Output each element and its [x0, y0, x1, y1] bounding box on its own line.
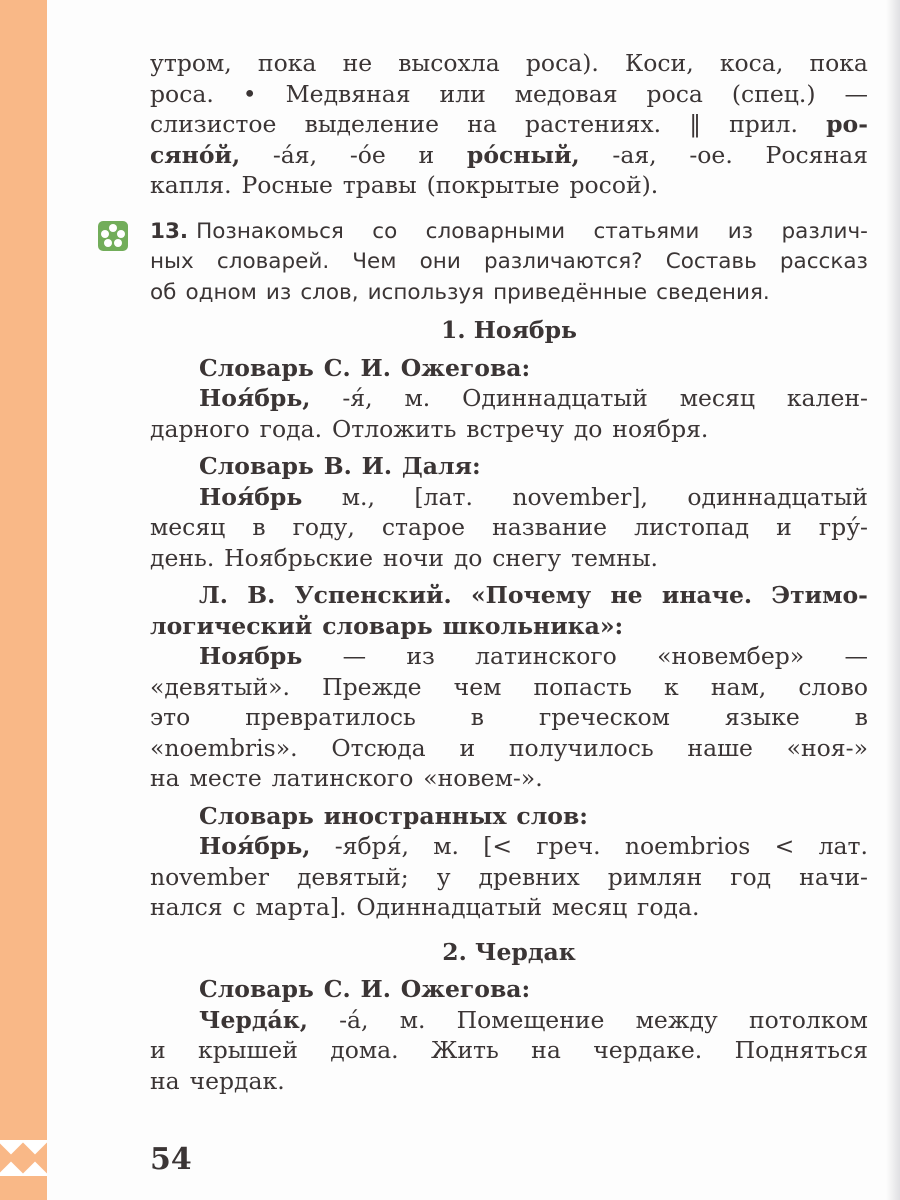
definition-line: [150, 892, 868, 923]
word: Медвяная: [285, 79, 411, 108]
word: между: [635, 1005, 718, 1034]
definition-line: [150, 543, 868, 574]
word: -а́,: [339, 1005, 369, 1034]
word: И.: [360, 975, 391, 1003]
definition-line: [150, 641, 868, 672]
definition-line: [150, 414, 868, 445]
word: года.: [259, 414, 323, 443]
continuation-line: [150, 140, 868, 171]
task-line: [150, 217, 868, 248]
word: или: [439, 79, 486, 108]
word: «Почему: [470, 581, 592, 609]
word: Чем: [352, 249, 397, 274]
word: коса,: [719, 49, 784, 77]
word: греч.: [536, 832, 601, 860]
word: «новем-».: [423, 764, 543, 792]
word: об: [150, 279, 177, 305]
word: со: [372, 218, 398, 244]
word: снегу: [492, 543, 562, 572]
definition-line: [150, 702, 868, 733]
word: греческом: [538, 703, 670, 731]
word: на: [150, 1066, 180, 1095]
word: В.: [323, 452, 352, 480]
word: месяц: [679, 384, 755, 412]
word: Помещение: [456, 1005, 605, 1034]
word: используя: [367, 279, 485, 305]
word: -ая,: [612, 140, 657, 169]
word: —: [844, 642, 868, 670]
word: старое: [381, 513, 466, 541]
definition-line: [150, 733, 868, 764]
word: одиннадцатый: [687, 482, 868, 511]
diamond-pattern-icon: [0, 1140, 47, 1176]
word: ных: [150, 249, 194, 274]
word: сведения.: [656, 279, 770, 305]
word: м.: [399, 1005, 426, 1034]
word: день.: [150, 543, 215, 572]
word: попасть: [533, 672, 632, 701]
dictionary-source: [150, 353, 868, 384]
section-heading: 2. Чердак: [442, 937, 576, 966]
word: дома.: [330, 1036, 399, 1064]
dictionary-entry: [150, 451, 868, 573]
word: Ноя́брь: [199, 482, 303, 511]
word: Словарь: [199, 452, 314, 480]
word: ‖: [689, 110, 701, 138]
word: название: [492, 513, 608, 541]
word: логический: [150, 611, 313, 640]
task-13: [150, 217, 868, 309]
word: получилось: [508, 733, 654, 762]
word: иностранных: [323, 801, 507, 830]
definition-line: [150, 831, 868, 862]
word: это: [150, 703, 191, 731]
word: крышей: [198, 1036, 298, 1064]
word: у: [436, 862, 451, 891]
flower-icon: [98, 221, 128, 251]
word: рассказ: [779, 249, 868, 274]
page-gutter-shadow: [886, 0, 900, 1200]
word: Отложить: [331, 414, 457, 443]
word: слизистое: [150, 110, 277, 138]
word: и: [150, 1036, 166, 1064]
dictionary-entry: [150, 974, 868, 1096]
dictionary-sections: [150, 308, 868, 1096]
word: -ое.: [689, 140, 733, 169]
word: превратилось: [245, 703, 416, 731]
word: Подняться: [734, 1036, 868, 1064]
word: с: [232, 893, 246, 921]
word: до: [573, 414, 603, 443]
word: дарного: [150, 414, 250, 443]
dictionary-source: [150, 611, 868, 642]
word: в: [854, 703, 868, 731]
word: Словарь: [199, 801, 314, 830]
word: слов:: [516, 801, 588, 830]
word: Одиннадцатый: [356, 893, 543, 921]
word: не: [342, 49, 373, 77]
word: темны.: [571, 543, 659, 572]
word: Ожегова:: [400, 975, 531, 1003]
word: Ожегова:: [400, 353, 531, 382]
margin-strip: [0, 0, 47, 1200]
dictionary-entry: [150, 801, 868, 923]
word: лат.: [818, 832, 868, 860]
word: Росяная: [765, 140, 868, 169]
word: Л.: [199, 581, 228, 609]
word: Словарь: [199, 975, 314, 1003]
page-content: [150, 48, 868, 1096]
word: В.: [247, 581, 276, 609]
word: Черда́к,: [199, 1005, 308, 1034]
word: Ноя́брь,: [199, 832, 311, 860]
word: [лат.: [414, 482, 473, 511]
section-heading: 1. Ноябрь: [440, 316, 577, 344]
definition-line: [150, 672, 868, 703]
word: в: [470, 703, 485, 731]
word: нался: [150, 893, 223, 921]
word: «девятый».: [150, 672, 291, 701]
word: [<: [483, 832, 513, 860]
dictionary-source: [150, 974, 868, 1005]
word: месяц: [551, 893, 628, 921]
word: девятый;: [296, 862, 409, 891]
word: «ноя-»: [786, 733, 868, 762]
word: Прежде: [322, 672, 422, 701]
word: месяц: [150, 513, 226, 541]
task-text-line-1: [196, 217, 868, 248]
word: -о́е: [349, 140, 386, 169]
word: одном: [185, 279, 257, 305]
word: марта].: [255, 893, 347, 921]
word: из: [406, 642, 435, 670]
word: языке: [724, 703, 800, 731]
word: на: [150, 764, 180, 792]
word: растениях.: [525, 110, 662, 138]
word: на: [467, 110, 497, 138]
word: (спец.): [731, 79, 816, 108]
word: Ноябрьские: [224, 543, 374, 572]
word: Коси,: [625, 49, 694, 77]
dictionary-source: [150, 580, 868, 611]
word: утром,: [150, 49, 232, 77]
word: древних: [478, 862, 580, 891]
word: наше: [687, 733, 753, 762]
word: —: [342, 642, 367, 670]
task-text-line-2: [150, 247, 868, 278]
word: нам,: [710, 672, 767, 701]
word: они: [419, 249, 461, 274]
word: году,: [292, 513, 355, 541]
continuation-line: [150, 109, 868, 140]
word: высохла: [398, 49, 500, 77]
word: ро-: [826, 110, 868, 138]
word: гру́-: [818, 513, 868, 541]
word: Успенский.: [294, 581, 452, 609]
page-number: 54: [150, 1142, 192, 1177]
word: травы: [342, 171, 417, 199]
word: ро́сный,: [466, 140, 580, 169]
word: год: [730, 862, 772, 891]
word: И.: [361, 452, 393, 480]
word: С.: [323, 975, 351, 1003]
word: в: [252, 513, 266, 541]
definition-line: [150, 1066, 868, 1097]
word: —: [844, 79, 868, 108]
word: росой).: [569, 171, 659, 199]
definition-line: [150, 1035, 868, 1066]
word: м.: [404, 384, 431, 412]
word: до: [453, 543, 483, 572]
word: из: [265, 279, 292, 305]
dictionary-entry: [150, 580, 868, 794]
word: сяно́й,: [150, 140, 241, 169]
word: ноября.: [612, 414, 709, 443]
word: чердак.: [189, 1066, 285, 1095]
word: «новембер»: [657, 642, 805, 670]
word: из: [727, 218, 754, 244]
definition-line: [150, 1005, 868, 1036]
word: и: [459, 733, 476, 762]
word: Ноя́брь,: [199, 384, 311, 412]
word: Отсюда: [331, 733, 426, 762]
word: словарными: [425, 218, 566, 244]
word: римлян: [607, 862, 703, 891]
word: Росные: [241, 171, 333, 199]
word: ночи: [382, 543, 444, 572]
word: Даля:: [401, 452, 481, 480]
word: капля.: [150, 171, 232, 199]
definition-line: [150, 512, 868, 543]
word: прил.: [729, 110, 798, 138]
task-text-line-3: [150, 278, 868, 309]
word: и: [418, 140, 435, 169]
definition-line: [150, 763, 868, 794]
continuation-paragraph: [150, 48, 868, 201]
word: статьями: [593, 218, 700, 244]
definition-line: [150, 482, 868, 513]
word: различаются?: [483, 249, 643, 274]
word: приведённые: [493, 279, 648, 305]
word: Этимо-: [771, 581, 868, 609]
word: иначе.: [661, 581, 753, 609]
dictionary-entry: [150, 353, 868, 445]
word: словарь: [322, 611, 433, 640]
word: роса.: [150, 79, 214, 108]
word: noembrios: [624, 832, 751, 860]
word: <: [774, 832, 795, 860]
word: Жить: [430, 1036, 499, 1064]
word: начи-: [799, 862, 868, 891]
word: И.: [360, 353, 391, 382]
definition-line: [150, 862, 868, 893]
word: кален-: [786, 384, 868, 412]
word: чем: [453, 672, 502, 701]
word: года.: [637, 893, 700, 921]
word: различ-: [781, 218, 868, 244]
word: пока: [257, 49, 317, 77]
word: словарей.: [216, 249, 330, 274]
word: выделение: [304, 110, 440, 138]
continuation-line: [150, 48, 868, 79]
word: м.: [433, 832, 459, 860]
word: -я́,: [342, 384, 373, 412]
word: Составь: [665, 249, 757, 274]
word: месте: [189, 764, 262, 792]
word: потолком: [748, 1005, 868, 1034]
continuation-line: [150, 170, 868, 201]
word: латинского: [475, 642, 617, 670]
word: слово: [798, 672, 868, 701]
definition-line: [150, 383, 868, 414]
word: к: [664, 672, 679, 701]
word: м.,: [341, 482, 375, 511]
word: слов,: [300, 279, 359, 305]
word: чердаке.: [593, 1036, 703, 1064]
word: Ноябрь: [199, 642, 303, 670]
word: С.: [323, 353, 351, 382]
word: «noembris».: [150, 733, 298, 762]
word: Словарь: [199, 353, 314, 382]
word: (покрытые: [426, 171, 560, 199]
word: латинского: [271, 764, 414, 792]
word: встречу: [466, 414, 564, 443]
word: роса).: [525, 49, 599, 77]
task-number: 13.: [150, 218, 189, 244]
word: -а́я,: [272, 140, 318, 169]
dictionary-source: [150, 801, 868, 832]
word: november],: [512, 482, 648, 511]
word: роса: [646, 79, 703, 108]
word: Познакомься: [196, 218, 344, 244]
continuation-line: [150, 79, 868, 110]
word: школьника»:: [442, 611, 624, 640]
word: Одиннадцатый: [462, 384, 648, 412]
word: и: [776, 513, 792, 541]
dictionary-source: [150, 451, 868, 482]
word: на: [531, 1036, 561, 1064]
word: пока: [809, 49, 868, 77]
word: •: [242, 79, 257, 108]
word: медовая: [514, 79, 618, 108]
word: не: [610, 581, 643, 609]
word: -ября́,: [334, 832, 409, 860]
word: november: [150, 862, 269, 891]
word: листопад: [634, 513, 750, 541]
